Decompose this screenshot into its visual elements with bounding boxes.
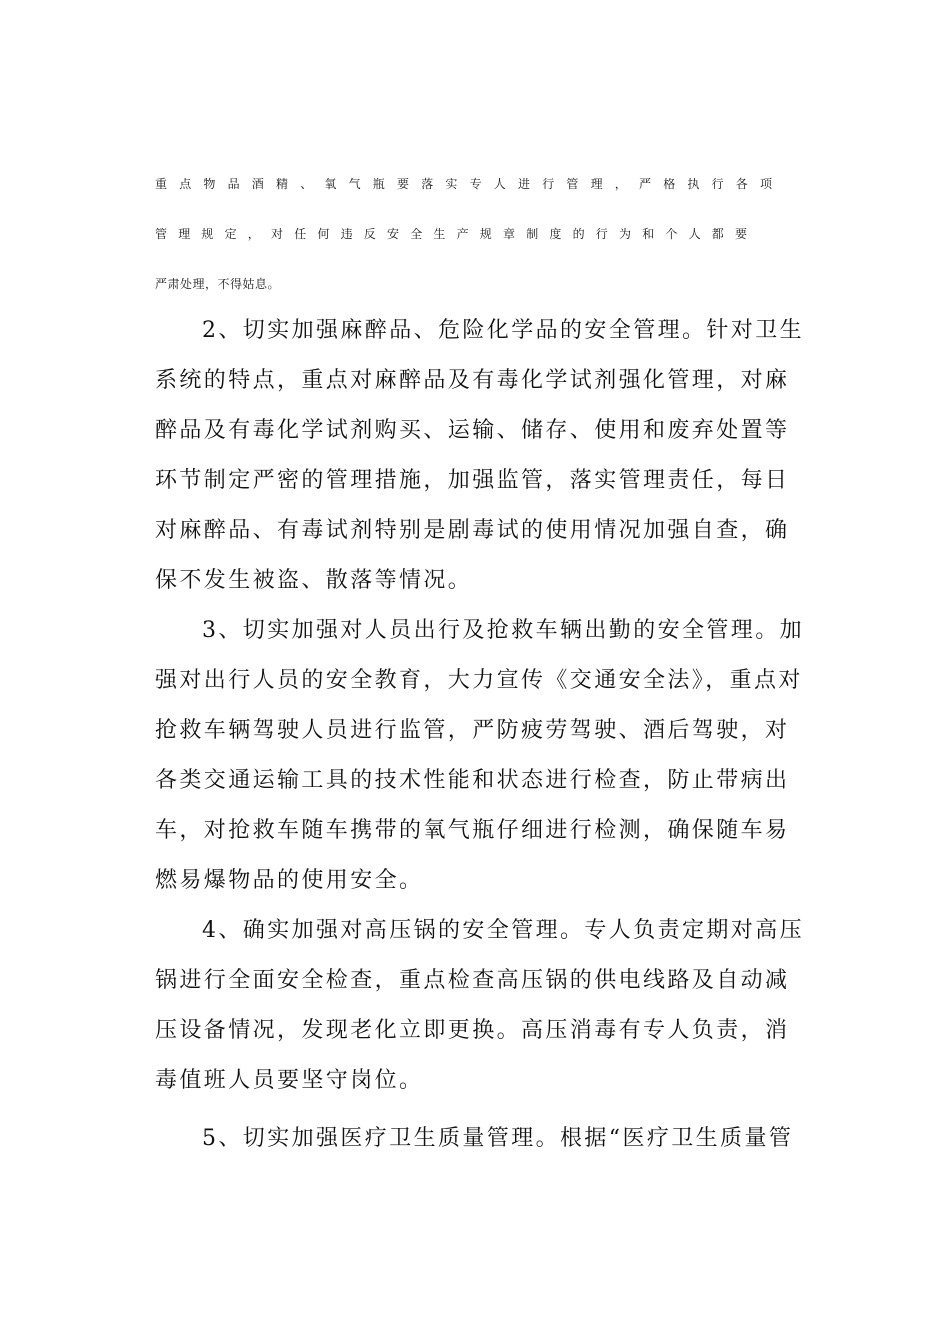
paragraph-2-line: 对麻醉品、有毒试剂特别是剧毒试的使用情况加强自查，确 [155,518,790,543]
paragraph-3-line: 燃易爆物品的使用安全。 [155,868,424,893]
paragraph-2-line: 环节制定严密的管理措施，加强监管，落实管理责任，每日 [155,468,790,493]
small-text-line: 严肃处理，不得姑息。 [155,277,281,291]
paragraph-2-line: 系统的特点，重点对麻醉品及有毒化学试剂强化管理，对麻 [155,368,790,393]
paragraph-3-line: 各类交通运输工具的技术性能和状态进行检查，防止带病出 [155,768,790,793]
small-text-line: 重点物品酒精、氧气瓶要落实专人进行管理，严格执行各项 [155,177,785,191]
paragraph-5-line: 5、切实加强医疗卫生质量管理。根据“医疗卫生质量管 [202,1126,794,1151]
paragraph-3-line: 3、切实加强对人员出行及抢救车辆出勤的安全管理。加 [202,618,804,643]
paragraph-2-line: 保不发生被盗、散落等情况。 [155,568,473,593]
paragraph-2-line: 醉品及有毒化学试剂购买、运输、储存、使用和废弃处置等 [155,418,790,443]
small-text-line: 管理规定，对任何违反安全生产规章制度的行为和个人都要 [155,227,759,241]
paragraph-2-line: 2、切实加强麻醉品、危险化学品的安全管理。针对卫生 [202,318,804,343]
paragraph-3-line: 抢救车辆驾驶人员进行监管，严防疲劳驾驶、酒后驾驶，对 [155,718,790,743]
paragraph-3-line: 车，对抢救车随车携带的氧气瓶仔细进行检测，确保随车易 [155,818,790,843]
paragraph-4-line: 压设备情况，发现老化立即更换。高压消毒有专人负责，消 [155,1018,790,1043]
paragraph-3-line: 强对出行人员的安全教育，大力宣传《交通安全法》，重点对 [155,668,803,693]
paragraph-4-line: 毒值班人员要坚守岗位。 [155,1068,424,1093]
paragraph-4-line: 锅进行全面安全检查，重点检查高压锅的供电线路及自动减 [155,968,790,993]
paragraph-4-line: 4、确实加强对高压锅的安全管理。专人负责定期对高压 [202,918,804,943]
